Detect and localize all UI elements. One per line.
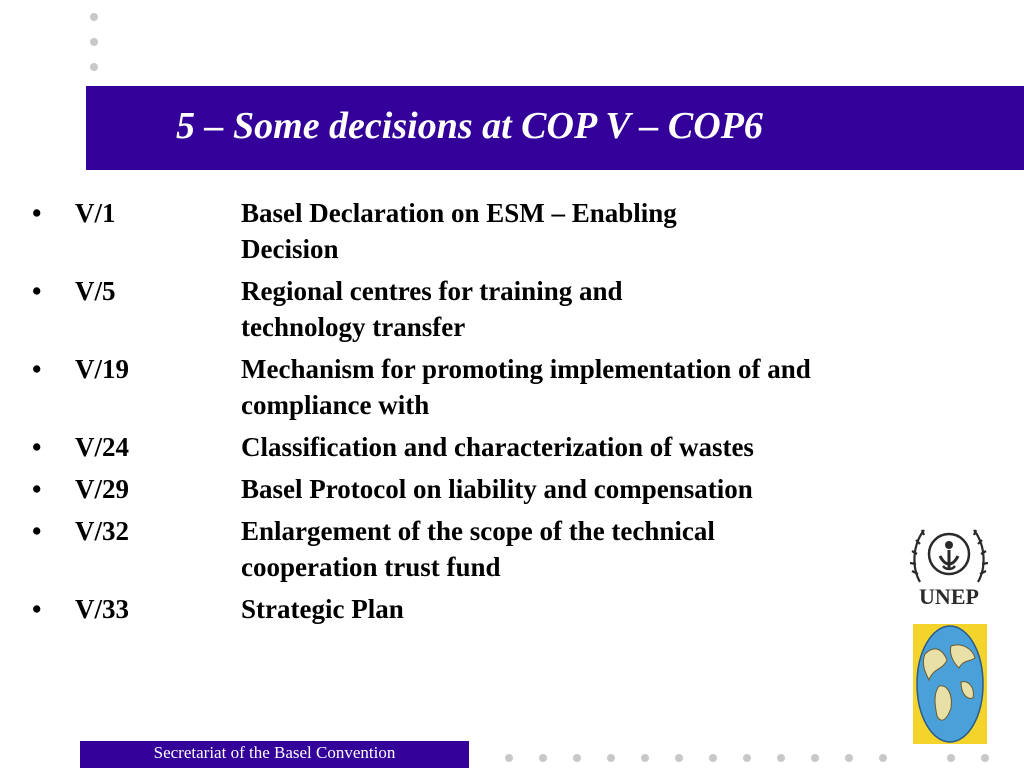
list-item — [32, 273, 982, 345]
decor-dot — [709, 754, 717, 762]
decision-description-cont: Decision — [241, 234, 339, 264]
list-item — [32, 471, 982, 507]
decor-dot — [981, 754, 989, 762]
decor-dot — [90, 13, 98, 21]
decision-description-cont: cooperation trust fund — [241, 552, 501, 582]
decor-dot — [641, 754, 649, 762]
bullet: • — [32, 198, 42, 228]
decor-dot — [675, 754, 683, 762]
list-item — [32, 429, 982, 465]
bullet: • — [32, 276, 42, 306]
list-item — [32, 351, 982, 423]
decision-list — [32, 195, 982, 633]
list-item — [32, 513, 982, 585]
decor-dot — [90, 38, 98, 46]
bullet: • — [32, 354, 42, 384]
decor-dot — [879, 754, 887, 762]
decision-description: Strategic Plan — [241, 594, 404, 624]
decision-description: Enlargement of the scope of the technical — [241, 516, 715, 546]
decor-dot — [811, 754, 819, 762]
decor-dot — [777, 754, 785, 762]
list-item — [32, 195, 982, 267]
decision-code: V/24 — [75, 432, 129, 462]
decor-dot — [573, 754, 581, 762]
unep-logo-text: UNEP — [919, 584, 979, 609]
bullet: • — [32, 474, 42, 504]
globe-drum-icon — [913, 624, 987, 744]
decision-description: Mechanism for promoting implementation of and — [241, 354, 811, 384]
decision-code: V/5 — [75, 276, 116, 306]
decision-code: V/33 — [75, 594, 129, 624]
decision-description: Regional centres for training and — [241, 276, 623, 306]
slide-title: 5 – Some decisions at COP V – COP6 — [176, 105, 763, 147]
footer-text: Secretariat of the Basel Convention — [153, 743, 396, 762]
bullet: • — [32, 594, 42, 624]
decision-description: Classification and characterization of wastes — [241, 432, 754, 462]
decision-code: V/29 — [75, 474, 129, 504]
list-item — [32, 591, 982, 627]
decision-code: V/32 — [75, 516, 129, 546]
bullet: • — [32, 516, 42, 546]
decor-dot — [607, 754, 615, 762]
decor-dot — [845, 754, 853, 762]
decision-code: V/19 — [75, 354, 129, 384]
decor-dot — [539, 754, 547, 762]
decor-dot — [90, 63, 98, 71]
decision-description: Basel Declaration on ESM – Enabling — [241, 198, 677, 228]
bullet: • — [32, 432, 42, 462]
decision-code: V/1 — [75, 198, 116, 228]
decision-description: Basel Protocol on liability and compensation — [241, 474, 753, 504]
decor-dot — [947, 754, 955, 762]
decor-dot — [505, 754, 513, 762]
decision-description-cont: technology transfer — [241, 312, 466, 342]
decision-description-cont: compliance with — [241, 390, 430, 420]
decor-dot — [743, 754, 751, 762]
